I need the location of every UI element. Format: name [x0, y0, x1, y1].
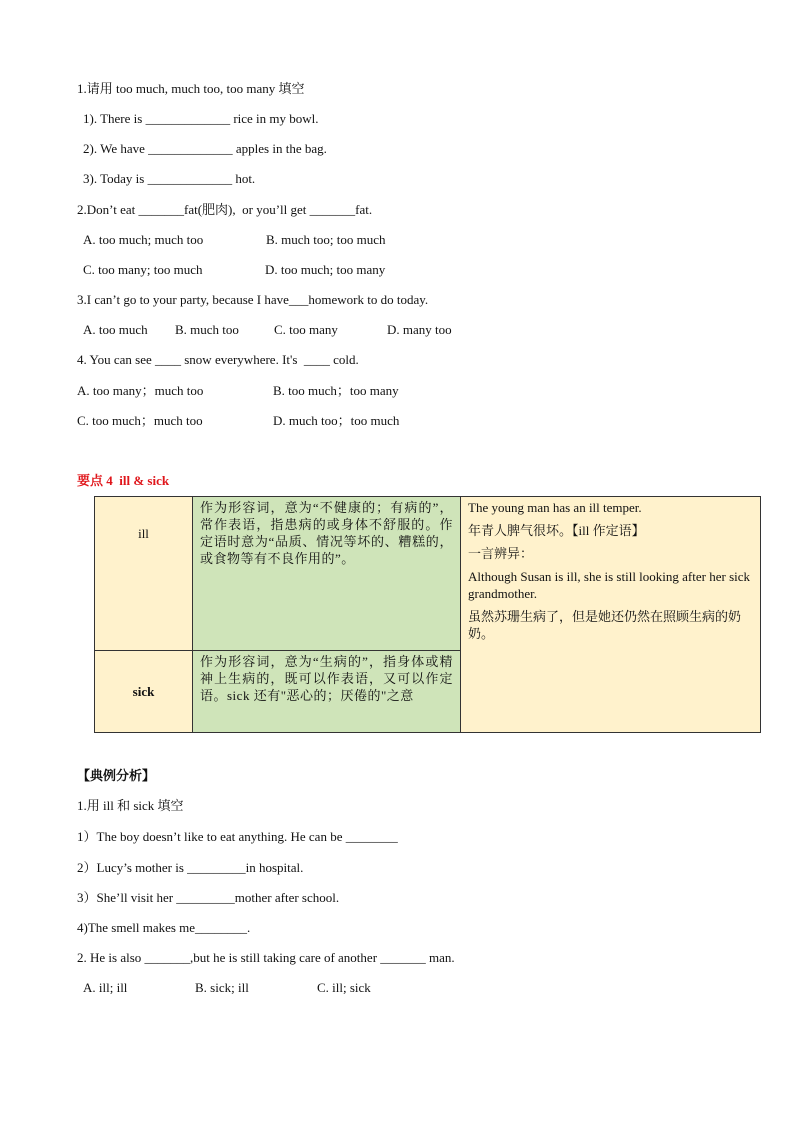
question-1-item-2: 2). We have _____________ apples in the bag. — [83, 141, 327, 156]
definition-ill: 作为形容词，意为“不健康的；有病的”，常作表语，指患病的或身体不舒服的。作定语时意为“品质、情况等坏的、糟糕的，或食物等有不良作用的”。 — [193, 497, 461, 651]
word-cell-ill — [95, 497, 193, 651]
question-3-option-c: C. too many — [274, 322, 338, 337]
word-ill: ill — [138, 526, 149, 541]
question-2-option-c: C. too many; too much — [83, 262, 203, 277]
definition-sick: 作为形容词，意为“生病的”，指身体或精神上生病的，既可以作表语，又可以作定语。sick 还有"恶心的；厌倦的"之意 — [193, 651, 461, 733]
analysis-question-2-option-c: C. ill; sick — [317, 980, 371, 995]
analysis-question-1-title: 1.用 ill 和 sick 填空 — [77, 798, 184, 813]
word-cell-sick — [95, 651, 193, 733]
example-sentence-cn: 年青人脾气很坏。【ill 作定语】 — [468, 523, 645, 538]
question-4-option-b: B. too much；too many — [273, 383, 399, 398]
analysis-question-2-option-b: B. sick; ill — [195, 980, 249, 995]
question-2-option-b: B. much too; too much — [266, 232, 386, 247]
analysis-question-1-item-1: 1）The boy doesn’t like to eat anything. He can be ________ — [77, 829, 398, 844]
distinguish-sentence-en: Although Susan is ill, she is still looking after her sick grandmother. — [468, 569, 751, 601]
question-1-item-1: 1). There is _____________ rice in my bowl. — [83, 111, 319, 126]
analysis-question-2-option-a: A. ill; ill — [83, 980, 128, 995]
table-row — [95, 497, 761, 651]
question-2-option-d: D. too much; too many — [265, 262, 386, 277]
word-sick: sick — [132, 684, 155, 699]
distinguish-label: 一言辨异： — [468, 546, 534, 561]
question-1-title: 1.请用 too much, much too, too many 填空 — [77, 81, 305, 96]
question-2: 2.Don’t eat _______fat(肥肉), or you’ll get _______fat. — [77, 202, 373, 217]
analysis-title: 【典例分析】 — [77, 768, 156, 783]
question-4-option-d: D. much too；too much — [273, 413, 400, 428]
question-4-option-c: C. too much；much too — [77, 413, 203, 428]
analysis-question-1-item-3: 3）She’ll visit her _________mother after school. — [77, 890, 340, 905]
analysis-question-2: 2. He is also _______,but he is still taking care of another _______ man. — [77, 950, 455, 965]
ill-sick-table — [94, 496, 761, 733]
question-3-option-b: B. much too — [175, 322, 239, 337]
question-2-option-a: A. too much; much too — [83, 232, 204, 247]
examples-cell — [461, 497, 761, 733]
example-sentence-en: The young man has an ill temper. — [468, 500, 642, 515]
keypoint-title: 要点 4 ill & sick — [77, 473, 170, 488]
question-3-option-d: D. many too — [387, 322, 452, 337]
question-3-option-a: A. too much — [83, 322, 148, 337]
question-3: 3.I can’t go to your party, because I have___homework to do today. — [77, 292, 429, 307]
question-4: 4. You can see ____ snow everywhere. It's ____ cold. — [77, 352, 359, 367]
distinguish-sentence-cn: 虽然苏珊生病了，但是她还仍然在照顾生病的奶奶。 — [468, 609, 742, 641]
question-4-option-a: A. too many；much too — [77, 383, 204, 398]
analysis-question-1-item-4: 4)The smell makes me________. — [77, 920, 251, 935]
question-1-item-3: 3). Today is _____________ hot. — [83, 171, 256, 186]
analysis-question-1-item-2: 2）Lucy’s mother is _________in hospital. — [77, 860, 304, 875]
